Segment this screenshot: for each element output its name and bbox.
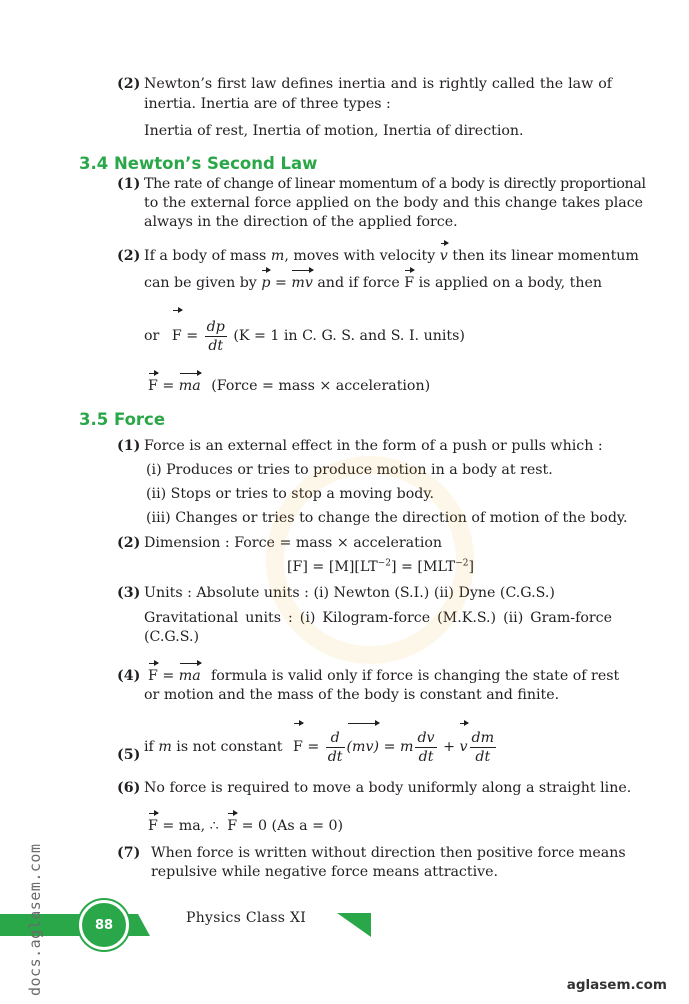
equals-sign: = <box>307 739 320 755</box>
paragraph-line: formula is valid only if force is changing the state of rest <box>211 668 620 684</box>
force-vector: F <box>148 668 158 684</box>
velocity-vector: v <box>459 727 467 767</box>
item-number: (3) <box>117 585 141 601</box>
text: = ma, ∴ <box>162 818 219 834</box>
paragraph-line: inertia. Inertia are of three types : <box>144 96 391 112</box>
text: or <box>144 328 160 344</box>
numerator: dp <box>206 318 225 335</box>
section-heading-second-law: 3.4 Newton’s Second Law <box>79 154 318 173</box>
denominator: dt <box>475 748 491 765</box>
text: If a body of mass <box>144 248 267 264</box>
force-vector: F <box>227 818 238 834</box>
text: (Force = mass × acceleration) <box>211 378 431 394</box>
equals-sign: = <box>383 739 396 755</box>
force-vector: F <box>404 275 415 291</box>
item-number: (5) <box>117 747 141 763</box>
item-number: (1) <box>117 438 141 454</box>
equals-sign: = <box>186 328 199 344</box>
numerator: dm <box>471 729 495 746</box>
text: is not constant <box>176 739 283 755</box>
item-number: (6) <box>117 780 141 796</box>
item-number: (1) <box>117 176 141 192</box>
units-note: (K = 1 in C. G. S. and S. I. units) <box>233 328 465 344</box>
paragraph-line: Dimension : Force = mass × acceleration <box>144 535 443 551</box>
paragraph-line: Inertia of rest, Inertia of motion, Inertia of direction. <box>144 123 524 139</box>
item-number: (2) <box>117 535 141 551</box>
text: is applied on a body, then <box>418 275 603 291</box>
text: can be given by <box>144 275 257 291</box>
mv-vector: mv <box>291 275 313 291</box>
text: ] = [MLT <box>390 559 456 575</box>
text: if <box>144 739 154 755</box>
item-number: (7) <box>117 845 141 861</box>
force-vector: F <box>148 378 158 394</box>
denominator: dt <box>208 337 224 354</box>
equals-sign: = <box>162 378 175 394</box>
item-number: (2) <box>117 248 141 264</box>
sub-item: (iii) Changes or tries to change the direction of motion of the body. <box>146 510 628 526</box>
paragraph-line: Gravitational units : (i) Kilogram-force (M.K.S.) (ii) Gram-force <box>144 610 612 626</box>
numerator: d <box>326 729 345 748</box>
text: ] <box>468 559 475 575</box>
exponent: −2 <box>377 558 391 569</box>
page-number-badge <box>79 900 129 950</box>
mass-symbol: m <box>158 739 172 755</box>
velocity-vector: v <box>439 248 448 264</box>
equals-sign: = <box>162 668 175 684</box>
plus-sign: + <box>443 739 455 755</box>
momentum-vector: p <box>261 275 271 291</box>
exponent: −2 <box>455 558 469 569</box>
ma-vector: ma <box>178 378 201 394</box>
force-vector: F <box>172 314 182 358</box>
paragraph-line: or motion and the mass of the body is constant and finite. <box>144 687 560 703</box>
force-vector: F <box>293 727 303 767</box>
paragraph-line: The rate of change of linear momentum of a body is directly proportional <box>144 176 646 192</box>
denominator: dt <box>327 748 343 765</box>
text: = 0 (As a = 0) <box>241 818 344 834</box>
numerator: dv <box>417 729 435 746</box>
brand-footer: aglasem.com <box>566 977 667 993</box>
paragraph-line: (C.G.S.) <box>144 629 199 645</box>
paragraph-line: Force is an external effect in the form of a push or pulls which : <box>144 438 603 454</box>
text: then its linear momentum <box>452 248 639 264</box>
text: [F] = [M][LT <box>287 559 378 575</box>
denominator: dt <box>418 748 434 765</box>
text: and if force <box>317 275 400 291</box>
sub-item: (ii) Stops or tries to stop a moving body. <box>146 486 434 502</box>
item-number: (2) <box>117 76 141 92</box>
equals-sign: = <box>274 275 287 291</box>
ma-vector: ma <box>178 668 201 684</box>
paragraph-line: When force is written without direction then positive force means <box>151 845 626 861</box>
mv-vector: (mv) <box>347 727 380 767</box>
page-number: 88 <box>94 917 114 933</box>
force-vector: F <box>148 818 158 834</box>
paragraph-line: No force is required to move a body uniformly along a straight line. <box>144 780 632 796</box>
paragraph-line: Newton’s first law defines inertia and is rightly called the law of <box>144 76 612 92</box>
side-watermark-url: docs.aglasem.com <box>26 843 44 996</box>
footer-title: Physics Class XI <box>186 910 307 926</box>
section-heading-force: 3.5 Force <box>79 410 166 429</box>
text: , moves with velocity <box>284 248 436 264</box>
sub-item: (i) Produces or tries to produce motion in a body at rest. <box>146 462 553 478</box>
paragraph-line: to the external force applied on the body and this change takes place <box>144 195 644 211</box>
item-number: (4) <box>117 668 141 684</box>
paragraph-line: repulsive while negative force means attractive. <box>151 864 499 880</box>
mass-symbol: m <box>270 248 285 264</box>
paragraph-line: Units : Absolute units : (i) Newton (S.I.) (ii) Dyne (C.G.S.) <box>144 585 555 601</box>
footer-right-triangle <box>337 913 371 937</box>
mass-symbol: m <box>399 739 414 755</box>
paragraph-line: always in the direction of the applied force. <box>144 214 458 230</box>
